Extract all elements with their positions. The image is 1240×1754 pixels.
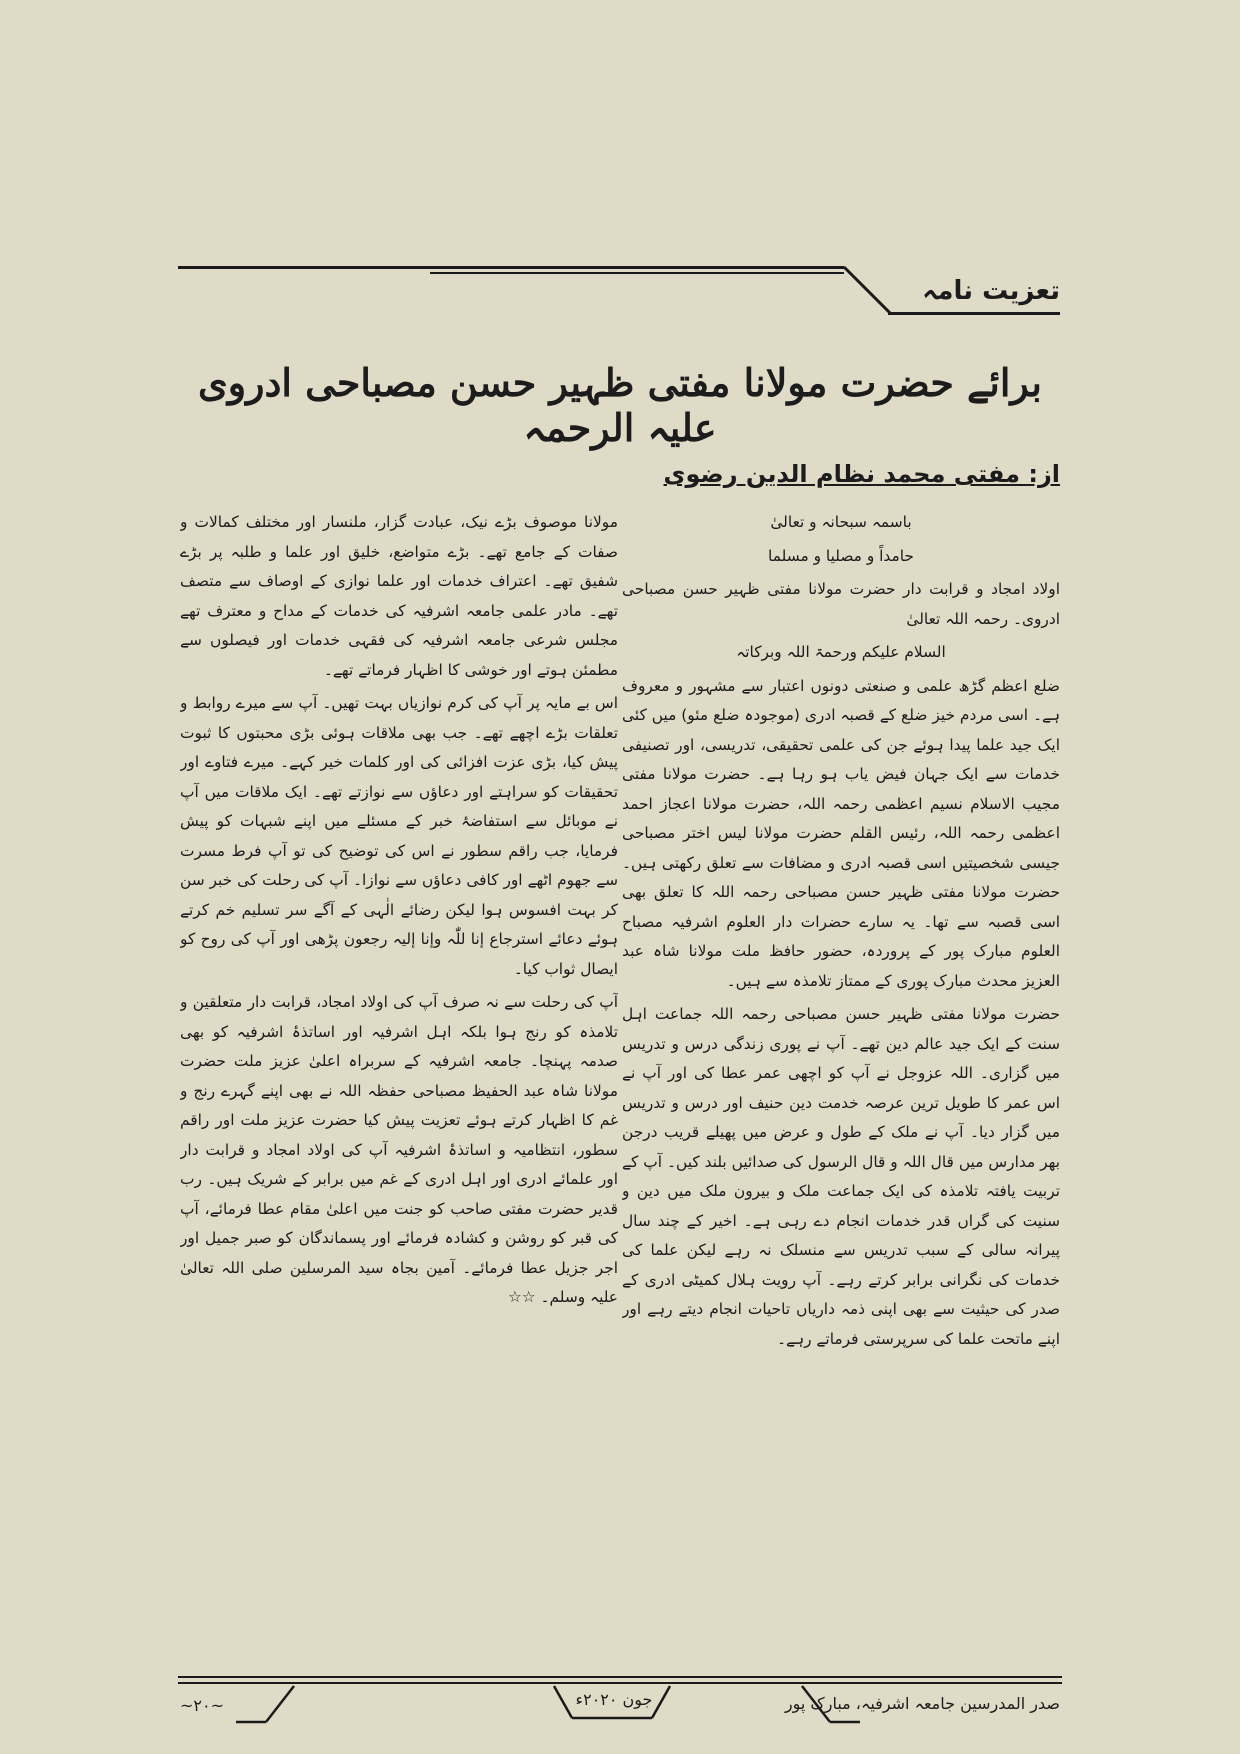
header-rule-bend: [840, 262, 896, 318]
header-rule-right: [888, 312, 1060, 315]
paragraph: آپ کی رحلت سے نہ صرف آپ کی اولاد امجاد، قرابت دار متعلقین و تلامذہ کو رنج ہوا بلکہ اہل اشرفیہ اور اساتذۂ اشرفیہ کو بھی صدمہ پہنچا۔ جامعہ اشرفیہ کے سربراہ اعلیٰ عزیز ملت حضرت مولانا شاہ عبد الحفیظ مصباحی حفظہ اللہ نے بھی اپنے گہرے رنج و غم کا اظہار کرتے ہوئے تعزیت پیش کیا حضرت عزیز ملت اور راقم سطور، انتظامیہ و اساتذۂ اشرفیہ آپ کی اولاد امجاد و قرابت دار اور علمائے ادری اور اہل ادری کے غم میں برابر کے شریک ہیں۔ رب قدیر حضرت مفتی صاحب کو جنت میں اعلیٰ مقام عطا فرمائے، آپ کی قبر کو روشن و کشادہ فرمائے اور پسماندگان کو صبر جمیل اور اجر جزیل عطا فرمائے۔ آمین بجاہ سید المرسلین صلی اللہ تعالیٰ علیہ وسلم۔ ☆☆: [180, 993, 618, 1306]
header-rule-bottom: [430, 272, 844, 274]
header-rule-top: [178, 266, 844, 269]
right-column: [622, 508, 1060, 1653]
section-label: تعزیت نامہ: [922, 276, 1060, 306]
paragraph: حضرت مولانا مفتی ظہیر حسن مصباحی رحمہ اللہ جماعت اہل سنت کے ایک جید عالم دین تھے۔ آپ نے پوری زندگی درس و تدریس میں گزاری۔ اللہ عزوجل نے آپ کو اچھی عمر عطا کی اور آپ نے اس عمر کا طویل ترین عرصہ خدمت دین حنیف اور درس و تدریس میں گزار دیا۔ آپ نے ملک کے طول و عرض میں پھیلے قریب درجن بھر مدارس میں قال اللہ و قال الرسول کی صدائیں بلند کیں۔ آپ کے تربیت یافتہ تلامذہ کی ایک جماعت ملک و بیرون ملک میں دین و سنیت کی گراں قدر خدمات انجام دے رہی ہے۔ اخیر کے چند سال پیرانہ سالی کے سبب تدریس سے منسلک نہ رہے لیکن علما کی خدمات کی نگرانی برابر کرتے رہے۔ آپ رویت ہلال کمیٹی ادری کے صدر کی حیثیت سے بھی اپنی ذمہ داریاں تاحیات انجام دیتے رہے اور اپنے ماتحت علما کی سرپرستی فرماتے رہے۔: [622, 1005, 1060, 1348]
paragraph: ضلع اعظم گڑھ علمی و صنعتی دونوں اعتبار سے مشہور و معروف ہے۔ اسی مردم خیز ضلع کے قصبہ ادری (موجودہ ضلع مئو) میں کئی ایک جید علما پیدا ہوئے جن کی علمی تحقیقی، تدریسی، اور تصنیفی خدمات سے ایک جہان فیض یاب ہو رہا ہے۔ حضرت مولانا مفتی مجیب الاسلام نسیم اعظمی رحمہ اللہ، حضرت مولانا اعجاز احمد اعظمی رحمہ اللہ، رئیس القلم حضرت مولانا لیس اختر مصباحی جیسی شخصیتیں اسی قصبہ ادری و مضافات سے تعلق رکھتی ہیں۔ حضرت مولانا مفتی ظہیر حسن مصباحی رحمہ اللہ کا تعلق بھی اسی قصبہ سے تھا۔ یہ سارے حضرات دار العلوم اشرفیہ مصباح العلوم مبارک پور کے پروردہ، حضور حافظ ملت مولانا شاہ عبد العزیز محدث مبارک پوری کے ممتاز تلامذہ سے ہیں۔: [622, 676, 1060, 990]
bismihi-line: باسمہ سبحانہ و تعالیٰ: [770, 513, 912, 531]
paragraph: مولانا موصوف بڑے نیک، عبادت گزار، ملنسار اور مختلف کمالات و صفات کے جامع تھے۔ بڑے متواضع، خلیق اور علما و طلبہ پر بڑے شفیق تھے۔ اعتراف خدمات اور علما نوازی کے اوصاف سے متصف تھے۔ مادر علمی جامعہ اشرفیہ کی خدمات کے مداح و معترف تھے مجلس شرعی جامعہ اشرفیہ کی فقہی خدمات اور فیصلوں سے مطمئن ہوتے اور خوشی کا اظہار فرماتے تھے۔: [180, 513, 618, 679]
footer-affiliation: صدر المدرسین جامعہ اشرفیہ، مبارک پور: [784, 1694, 1060, 1713]
author-byline: از: مفتی محمد نظام الدین رضوی: [663, 460, 1060, 488]
page-title: برائے حضرت مولانا مفتی ظہیر حسن مصباحی ادروی علیہ الرحمہ: [198, 360, 1042, 450]
hamidan-line: حامداً و مصلیا و مسلما: [768, 546, 914, 565]
footer-bracket-left: [236, 1684, 296, 1726]
left-column: [180, 508, 618, 1653]
address-line: اولاد امجاد و قرابت دار حضرت مولانا مفتی ظہیر حسن مصباحی ادروی۔ رحمہ اللہ تعالیٰ: [622, 580, 1060, 628]
paragraph: اس بے مایہ پر آپ کی کرم نوازیاں بہت تھیں۔ آپ سے میرے روابط و تعلقات بڑے اچھے تھے۔ جب بھی ملاقات ہوئی بڑی محبتوں کا ثبوت پیش کیا، بڑی عزت افزائی کی اور کلمات خیر کہے۔ میرے فتاوے اور تحقیقات کو سراہتے اور دعاؤں سے نوازتے تھے۔ ایک ملاقات میں آپ نے موبائل سے استفاضۂ خبر کے مسئلے میں اپنے شبہات کو پیش فرمایا، جب راقم سطور نے اس کی توضیح کی تو آپ فرط مسرت سے جھوم اٹھے اور کافی دعاؤں سے نوازا۔ آپ کی رحلت کی خبر سن کر بہت افسوس ہوا لیکن رضائے الٰہی کے آگے سر تسلیم خم کرتے ہوئے دعائے استرجاع إنا للّٰہ وإنا إلیہ رجعون پڑھی اور آپ کی روح کو ایصال ثواب کیا۔: [180, 694, 618, 978]
footer-date: جون ۲۰۲۰ء: [575, 1690, 653, 1709]
page-number: ~۲۰~: [180, 1696, 224, 1715]
salam-line: السلام علیکم ورحمۃ اللہ وبرکاتہ: [736, 643, 946, 661]
footer-rule-top: [178, 1676, 1062, 1678]
